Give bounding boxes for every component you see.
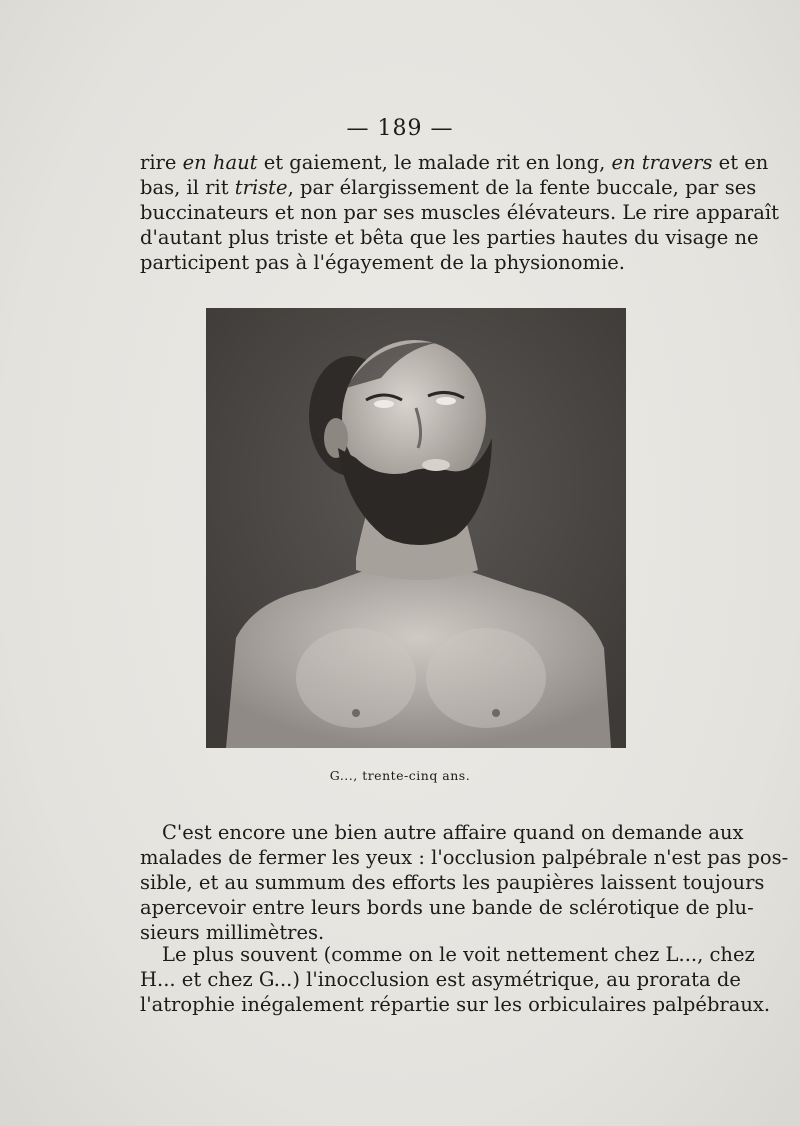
text-line: bas, il rit triste, par élargissement de la fente buccale, par ses: [140, 176, 757, 199]
text-line: Le plus souvent (comme on le voit nettement chez L..., chez: [162, 943, 755, 966]
paragraph-eye-closure: [140, 820, 789, 945]
text-line: buccinateurs et non par ses muscles élévateurs. Le rire apparaît: [140, 201, 779, 224]
figure-caption: G..., trente-cinq ans.: [329, 768, 471, 783]
text-line: participent pas à l'égayement de la physionomie.: [140, 251, 625, 274]
text-line: rire en haut et gaiement, le malade rit en long, en travers et en: [140, 151, 769, 174]
paragraph-top: [140, 150, 779, 275]
text-line: sible, et au summum des efforts les paupières laissent toujours: [140, 871, 765, 894]
text-line: l'atrophie inégalement répartie sur les orbiculaires palpébraux.: [140, 993, 771, 1016]
photograph-illustration: [206, 308, 626, 748]
text-line: d'autant plus triste et bêta que les parties hautes du visage ne: [140, 226, 759, 249]
text-line: sieurs millimètres.: [140, 921, 325, 944]
text-line: C'est encore une bien autre affaire quand on demande aux: [162, 821, 744, 844]
page-number: — 189 —: [346, 116, 454, 141]
text-line: malades de fermer les yeux : l'occlusion palpébrale n'est pas pos-: [140, 846, 789, 869]
text-line: apercevoir entre leurs bords une bande de sclérotique de plu-: [140, 896, 754, 919]
paragraph-asymmetry: [140, 942, 771, 1017]
patient-photograph: [206, 308, 626, 748]
text-line: H... et chez G...) l'inocclusion est asymétrique, au prorata de: [140, 968, 741, 991]
